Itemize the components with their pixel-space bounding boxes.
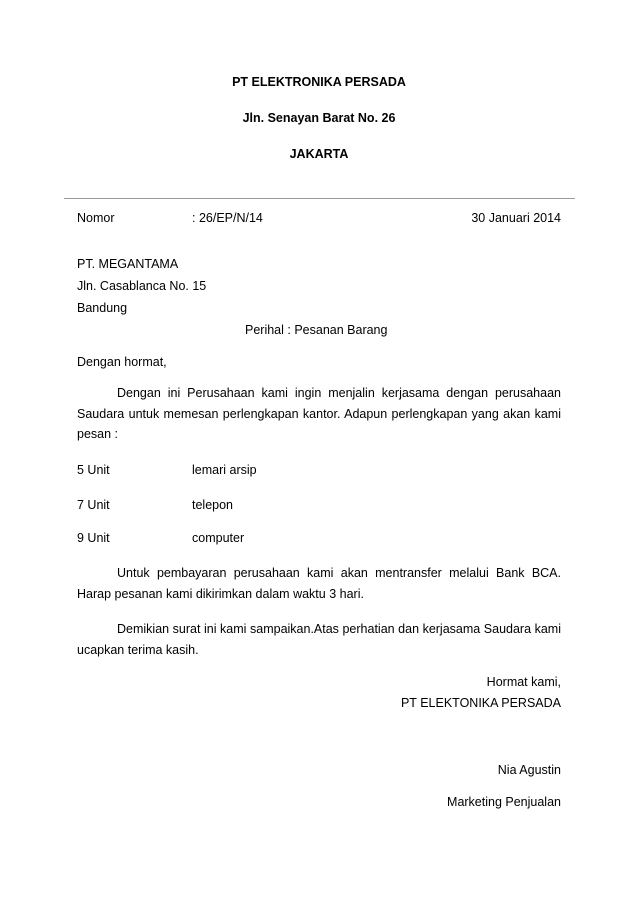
signer-name: Nia Agustin <box>497 763 561 777</box>
recipient-name: PT. MEGANTAMA <box>77 257 179 271</box>
body-paragraph-2: Untuk pembayaran perusahaan kami akan mentransfer melalui Bank BCA. Harap pesanan kami dikirimkan dalam waktu 3 hari. <box>77 566 561 601</box>
salutation: Dengan hormat, <box>77 355 167 369</box>
item-qty: 5 Unit <box>77 463 110 477</box>
closing-company: PT ELEKTONIKA PERSADA <box>400 696 561 710</box>
recipient-city: Bandung <box>77 301 128 315</box>
company-city: JAKARTA <box>289 147 349 161</box>
letter-date: 30 Januari 2014 <box>471 211 561 225</box>
company-address: Jln. Senayan Barat No. 26 <box>242 111 396 125</box>
body-paragraph-3: Demikian surat ini kami sampaikan.Atas perhatian dan kerjasama Saudara kami ucapkan terima kasih. <box>77 622 561 657</box>
closing-greeting: Hormat kami, <box>486 675 561 689</box>
signer-title: Marketing Penjualan <box>447 795 561 809</box>
header-divider <box>64 198 575 199</box>
item-qty: 9 Unit <box>77 531 110 545</box>
recipient-address: Jln. Casablanca No. 15 <box>77 279 207 293</box>
number-label: Nomor <box>77 211 115 225</box>
body-paragraph-1: Dengan ini Perusahaan kami ingin menjalin kerjasama dengan perusahaan Saudara untuk memesan perlengkapan kantor. Adapun perlengkapan yang akan kami pesan : <box>77 386 561 441</box>
item-name: lemari arsip <box>192 463 257 477</box>
number-value: : 26/EP/N/14 <box>192 211 263 225</box>
item-name: computer <box>192 531 245 545</box>
company-name: PT ELEKTRONIKA PERSADA <box>232 75 406 89</box>
item-name: telepon <box>192 498 234 512</box>
item-qty: 7 Unit <box>77 498 110 512</box>
subject: Perihal : Pesanan Barang <box>245 323 388 337</box>
